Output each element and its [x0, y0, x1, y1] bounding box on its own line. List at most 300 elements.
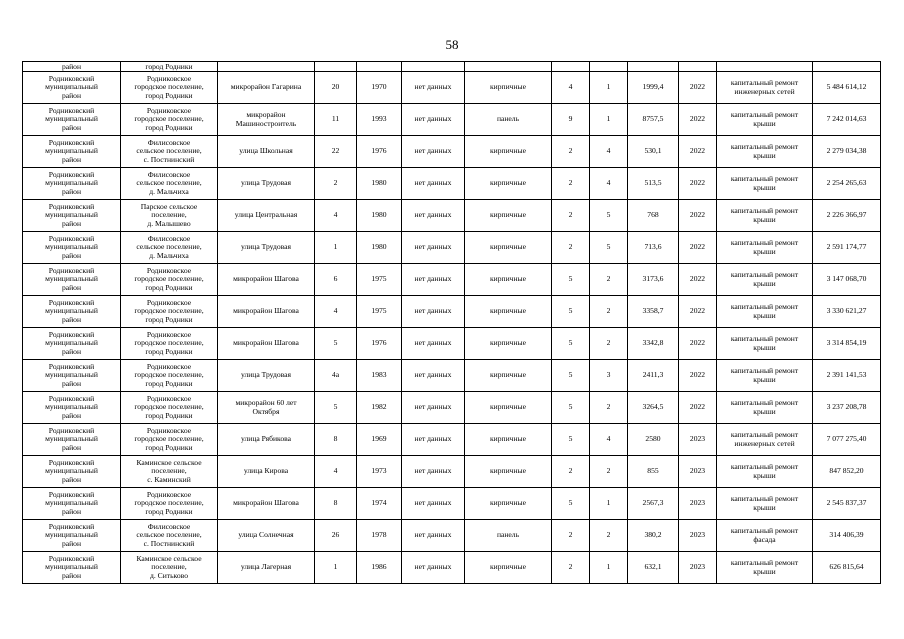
district-cell — [23, 264, 121, 296]
cost-cell: 3 330 621,27 — [813, 296, 881, 328]
district-cell — [23, 200, 121, 232]
build-year-cell: 1973 — [357, 456, 402, 488]
settlement-line: Филисовское — [147, 233, 191, 243]
work-type-line: капитальный ремонт — [730, 333, 799, 343]
wall-material-cell: кирпичные — [465, 232, 552, 264]
house-number-cell: 5 — [315, 328, 357, 360]
street-cell — [218, 392, 315, 424]
settlement-line: город Родники — [145, 314, 193, 324]
wall-material-cell: кирпичные — [465, 392, 552, 424]
table-row — [23, 136, 881, 168]
street-line: микрорайон Шагова — [233, 498, 299, 508]
work-type-line: капитальный ремонт — [730, 269, 799, 279]
floors-cell: 2 — [552, 200, 590, 232]
cost-cell: 2 391 141,53 — [813, 360, 881, 392]
cost-cell: 2 254 265,63 — [813, 168, 881, 200]
wall-material-cell: кирпичные — [465, 136, 552, 168]
entrances-cell: 1 — [590, 488, 628, 520]
street-line: улица Лагерная — [240, 562, 292, 572]
work-type-line: крыши — [753, 246, 776, 256]
district-cell — [23, 104, 121, 136]
district-cell — [23, 520, 121, 552]
settlement-line: д. Ситьково — [149, 570, 188, 580]
settlement-cell — [121, 264, 218, 296]
wall-material-cell: кирпичные — [465, 456, 552, 488]
area-cell: 1999,4 — [628, 72, 679, 104]
district-line: Родниковский — [48, 425, 95, 435]
street-cell — [218, 168, 315, 200]
district-line: район — [61, 282, 82, 292]
floors-cell: 9 — [552, 104, 590, 136]
table-row — [23, 104, 881, 136]
table-row — [23, 392, 881, 424]
district-cell — [23, 232, 121, 264]
data-status-cell: нет данных — [402, 488, 465, 520]
entrances-cell: 4 — [590, 424, 628, 456]
plan-year-cell — [679, 62, 717, 72]
district-line: район — [61, 314, 82, 324]
entrances-cell — [590, 62, 628, 72]
work-type-line: инженерных сетей — [734, 438, 795, 448]
settlement-line: Родниковское — [146, 361, 192, 371]
district-line: район — [61, 506, 82, 516]
area-cell: 530,1 — [628, 136, 679, 168]
house-number-cell: 1 — [315, 232, 357, 264]
table-row — [23, 200, 881, 232]
district-line: район — [61, 538, 82, 548]
district-line: район — [61, 218, 82, 228]
work-type-line: капитальный ремонт — [730, 141, 799, 151]
settlement-line: Родниковское — [146, 393, 192, 403]
data-status-cell — [402, 62, 465, 72]
floors-cell: 5 — [552, 360, 590, 392]
plan-year-cell: 2023 — [679, 520, 717, 552]
street-line: улица Солнечная — [238, 530, 294, 540]
area-cell: 2411,3 — [628, 360, 679, 392]
data-status-cell: нет данных — [402, 552, 465, 584]
entrances-cell: 2 — [590, 328, 628, 360]
plan-year-cell: 2022 — [679, 104, 717, 136]
floors-cell: 2 — [552, 232, 590, 264]
settlement-line: город Родники — [145, 90, 193, 100]
area-cell: 2580 — [628, 424, 679, 456]
plan-year-cell: 2022 — [679, 168, 717, 200]
work-type-line: крыши — [753, 118, 776, 128]
settlement-line: Родниковское — [146, 265, 192, 275]
house-number-cell: 8 — [315, 424, 357, 456]
data-status-cell: нет данных — [402, 424, 465, 456]
district-cell — [23, 328, 121, 360]
street-line: улица Трудовая — [240, 370, 292, 380]
work-type-cell — [717, 552, 813, 584]
settlement-cell — [121, 200, 218, 232]
table-row — [23, 72, 881, 104]
house-number-cell: 1 — [315, 552, 357, 584]
work-type-line: крыши — [753, 374, 776, 384]
street-line: микрорайон Шагова — [233, 338, 299, 348]
work-type-cell — [717, 62, 813, 72]
district-line: муниципальный — [45, 210, 98, 220]
work-type-line: фасада — [753, 534, 776, 544]
house-number-cell: 4 — [315, 200, 357, 232]
house-number-cell: 5 — [315, 392, 357, 424]
settlement-line: город Родники — [145, 282, 193, 292]
settlement-line: город Родники — [145, 442, 193, 452]
plan-year-cell: 2023 — [679, 488, 717, 520]
house-number-cell: 4 — [315, 296, 357, 328]
district-line: Родниковский — [48, 329, 95, 339]
settlement-line: д. Малышево — [147, 218, 191, 228]
wall-material-cell: кирпичные — [465, 72, 552, 104]
district-line: муниципальный — [45, 498, 98, 508]
district-line: муниципальный — [45, 82, 98, 92]
work-type-cell — [717, 424, 813, 456]
data-status-cell: нет данных — [402, 104, 465, 136]
settlement-line: городское поселение, — [134, 338, 204, 348]
entrances-cell: 2 — [590, 296, 628, 328]
cost-cell: 3 147 068,70 — [813, 264, 881, 296]
floors-cell: 5 — [552, 328, 590, 360]
housing-repair-table — [22, 61, 881, 584]
settlement-cell — [121, 552, 218, 584]
district-line: муниципальный — [45, 530, 98, 540]
settlement-cell: город Родники — [121, 62, 218, 72]
build-year-cell — [357, 62, 402, 72]
settlement-cell — [121, 360, 218, 392]
settlement-cell — [121, 520, 218, 552]
district-line: Родниковский — [48, 265, 95, 275]
district-line: Родниковский — [48, 361, 95, 371]
work-type-line: капитальный ремонт — [730, 173, 799, 183]
floors-cell: 2 — [552, 168, 590, 200]
street-cell — [218, 62, 315, 72]
work-type-line: капитальный ремонт — [730, 237, 799, 247]
work-type-line: капитальный ремонт — [730, 557, 799, 567]
plan-year-cell: 2023 — [679, 456, 717, 488]
district-line: муниципальный — [45, 466, 98, 476]
area-cell: 3342,8 — [628, 328, 679, 360]
district-line: район — [61, 410, 82, 420]
plan-year-cell: 2023 — [679, 552, 717, 584]
entrances-cell: 2 — [590, 456, 628, 488]
work-type-line: капитальный ремонт — [730, 397, 799, 407]
district-line: муниципальный — [45, 306, 98, 316]
wall-material-cell: кирпичные — [465, 200, 552, 232]
data-status-cell: нет данных — [402, 392, 465, 424]
district-cell — [23, 136, 121, 168]
work-type-line: крыши — [753, 502, 776, 512]
work-type-line: капитальный ремонт — [730, 205, 799, 215]
settlement-cell — [121, 456, 218, 488]
work-type-line: крыши — [753, 470, 776, 480]
work-type-line: капитальный ремонт — [730, 493, 799, 503]
page-number: 58 — [445, 37, 459, 52]
work-type-cell — [717, 520, 813, 552]
settlement-cell — [121, 424, 218, 456]
area-cell: 380,2 — [628, 520, 679, 552]
settlement-line: сельское поселение, — [136, 530, 202, 540]
table-row — [23, 328, 881, 360]
street-cell — [218, 200, 315, 232]
wall-material-cell: кирпичные — [465, 360, 552, 392]
settlement-cell — [121, 488, 218, 520]
settlement-line: Филисовское — [147, 137, 191, 147]
district-line: район — [61, 474, 82, 484]
table-row — [23, 296, 881, 328]
build-year-cell: 1970 — [357, 72, 402, 104]
work-type-line: инженерных сетей — [734, 86, 795, 96]
wall-material-cell: панель — [465, 104, 552, 136]
work-type-line: крыши — [753, 150, 776, 160]
area-cell: 513,5 — [628, 168, 679, 200]
district-line: район — [61, 378, 82, 388]
wall-material-cell — [465, 62, 552, 72]
settlement-cell — [121, 232, 218, 264]
area-cell — [628, 62, 679, 72]
house-number-cell — [315, 62, 357, 72]
plan-year-cell: 2022 — [679, 328, 717, 360]
floors-cell: 2 — [552, 136, 590, 168]
district-cell — [23, 488, 121, 520]
settlement-cell — [121, 104, 218, 136]
area-cell: 2567,3 — [628, 488, 679, 520]
entrances-cell: 2 — [590, 392, 628, 424]
build-year-cell: 1980 — [357, 200, 402, 232]
cost-cell: 2 279 034,38 — [813, 136, 881, 168]
work-type-line: крыши — [753, 310, 776, 320]
work-type-cell — [717, 72, 813, 104]
entrances-cell: 2 — [590, 520, 628, 552]
plan-year-cell: 2022 — [679, 360, 717, 392]
street-line: микрорайон Гагарина — [230, 82, 302, 92]
entrances-cell: 1 — [590, 104, 628, 136]
district-line: район — [61, 186, 82, 196]
data-status-cell: нет данных — [402, 232, 465, 264]
district-line: район — [61, 122, 82, 132]
street-line: улица Школьная — [239, 146, 293, 156]
work-type-line: крыши — [753, 214, 776, 224]
plan-year-cell: 2022 — [679, 264, 717, 296]
settlement-line: городское поселение, — [134, 82, 204, 92]
district-line: муниципальный — [45, 562, 98, 572]
entrances-cell: 1 — [590, 552, 628, 584]
build-year-cell: 1976 — [357, 136, 402, 168]
street-cell — [218, 552, 315, 584]
work-type-cell — [717, 136, 813, 168]
data-status-cell: нет данных — [402, 264, 465, 296]
wall-material-cell: панель — [465, 520, 552, 552]
street-cell — [218, 456, 315, 488]
entrances-cell: 3 — [590, 360, 628, 392]
district-cell — [23, 552, 121, 584]
floors-cell: 2 — [552, 552, 590, 584]
settlement-line: Филисовское — [147, 169, 191, 179]
settlement-line: с. Постнинский — [143, 538, 195, 548]
floors-cell: 4 — [552, 72, 590, 104]
settlement-line: поселение, — [151, 210, 187, 220]
district-line: Родниковский — [48, 521, 95, 531]
street-line: улица Кирова — [243, 466, 289, 476]
floors-cell: 2 — [552, 456, 590, 488]
settlement-line: городское поселение, — [134, 274, 204, 284]
table-row — [23, 488, 881, 520]
work-type-line: крыши — [753, 406, 776, 416]
cost-cell — [813, 62, 881, 72]
build-year-cell: 1986 — [357, 552, 402, 584]
settlement-line: Родниковское — [146, 105, 192, 115]
district-cell — [23, 456, 121, 488]
build-year-cell: 1993 — [357, 104, 402, 136]
house-number-cell: 2 — [315, 168, 357, 200]
settlement-line: Родниковское — [146, 425, 192, 435]
data-status-cell: нет данных — [402, 456, 465, 488]
area-cell: 632,1 — [628, 552, 679, 584]
settlement-line: с. Каминский — [147, 474, 191, 484]
build-year-cell: 1978 — [357, 520, 402, 552]
settlement-cell — [121, 392, 218, 424]
work-type-cell — [717, 360, 813, 392]
wall-material-cell: кирпичные — [465, 488, 552, 520]
district-line: Родниковский — [48, 457, 95, 467]
settlement-line: город Родники — [145, 378, 193, 388]
table-row — [23, 520, 881, 552]
work-type-line: капитальный ремонт — [730, 365, 799, 375]
build-year-cell: 1975 — [357, 296, 402, 328]
settlement-line: городское поселение, — [134, 306, 204, 316]
wall-material-cell: кирпичные — [465, 552, 552, 584]
district-line: муниципальный — [45, 114, 98, 124]
table-row — [23, 168, 881, 200]
settlement-cell — [121, 168, 218, 200]
house-number-cell: 11 — [315, 104, 357, 136]
house-number-cell: 20 — [315, 72, 357, 104]
cost-cell: 2 226 366,97 — [813, 200, 881, 232]
district-cell — [23, 424, 121, 456]
street-line: улица Центральная — [234, 210, 298, 220]
settlement-line: городское поселение, — [134, 402, 204, 412]
work-type-cell — [717, 328, 813, 360]
district-line: район — [61, 90, 82, 100]
cost-cell: 2 591 174,77 — [813, 232, 881, 264]
settlement-line: город Родники — [145, 346, 193, 356]
street-cell — [218, 360, 315, 392]
district-cell — [23, 296, 121, 328]
settlement-line: Родниковское — [146, 73, 192, 83]
street-line: улица Трудовая — [240, 178, 292, 188]
settlement-line: поселение, — [151, 466, 187, 476]
floors-cell: 5 — [552, 488, 590, 520]
street-cell — [218, 136, 315, 168]
settlement-line: Родниковское — [146, 297, 192, 307]
settlement-line: сельское поселение, — [136, 178, 202, 188]
table-row — [23, 264, 881, 296]
work-type-line: капитальный ремонт — [730, 429, 799, 439]
build-year-cell: 1974 — [357, 488, 402, 520]
work-type-line: крыши — [753, 182, 776, 192]
district-line: район — [61, 346, 82, 356]
district-line: Родниковский — [48, 393, 95, 403]
area-cell: 768 — [628, 200, 679, 232]
plan-year-cell: 2022 — [679, 136, 717, 168]
district-line: муниципальный — [45, 338, 98, 348]
settlement-line: поселение, — [151, 562, 187, 572]
district-line: Родниковский — [48, 73, 95, 83]
settlement-line: Каминское сельское — [136, 553, 202, 563]
plan-year-cell: 2023 — [679, 424, 717, 456]
area-cell: 713,6 — [628, 232, 679, 264]
district-line: муниципальный — [45, 274, 98, 284]
plan-year-cell: 2022 — [679, 232, 717, 264]
entrances-cell: 4 — [590, 168, 628, 200]
work-type-line: капитальный ремонт — [730, 77, 799, 87]
wall-material-cell: кирпичные — [465, 424, 552, 456]
street-line: микрорайон 60 лет — [235, 397, 297, 407]
street-line: Машиностроитель — [235, 118, 297, 128]
plan-year-cell: 2022 — [679, 72, 717, 104]
data-status-cell: нет данных — [402, 72, 465, 104]
data-status-cell: нет данных — [402, 520, 465, 552]
district-cell — [23, 392, 121, 424]
settlement-line: городское поселение, — [134, 434, 204, 444]
settlement-cell — [121, 296, 218, 328]
work-type-cell — [717, 296, 813, 328]
street-line: улица Трудовая — [240, 242, 292, 252]
entrances-cell: 5 — [590, 232, 628, 264]
settlement-line: Каминское сельское — [136, 457, 202, 467]
street-line: микрорайон — [246, 109, 286, 119]
settlement-line: с. Постнинский — [143, 154, 195, 164]
plan-year-cell: 2022 — [679, 392, 717, 424]
district-line: муниципальный — [45, 242, 98, 252]
district-line: Родниковский — [48, 137, 95, 147]
cost-cell: 7 242 014,63 — [813, 104, 881, 136]
wall-material-cell: кирпичные — [465, 328, 552, 360]
cost-cell: 314 406,39 — [813, 520, 881, 552]
house-number-cell: 6 — [315, 264, 357, 296]
table-row — [23, 552, 881, 584]
settlement-cell — [121, 328, 218, 360]
house-number-cell: 22 — [315, 136, 357, 168]
settlement-line: город Родники — [145, 410, 193, 420]
district-line: район — [61, 250, 82, 260]
floors-cell: 5 — [552, 424, 590, 456]
settlement-line: городское поселение, — [134, 114, 204, 124]
entrances-cell: 1 — [590, 72, 628, 104]
area-cell: 3358,7 — [628, 296, 679, 328]
build-year-cell: 1976 — [357, 328, 402, 360]
cost-cell: 7 077 275,40 — [813, 424, 881, 456]
work-type-cell — [717, 392, 813, 424]
work-type-cell — [717, 264, 813, 296]
build-year-cell: 1980 — [357, 232, 402, 264]
settlement-line: д. Мальчиха — [149, 250, 189, 260]
area-cell: 3173,6 — [628, 264, 679, 296]
data-status-cell: нет данных — [402, 168, 465, 200]
data-status-cell: нет данных — [402, 136, 465, 168]
district-line: Родниковский — [48, 169, 95, 179]
house-number-cell: 26 — [315, 520, 357, 552]
entrances-cell: 5 — [590, 200, 628, 232]
work-type-cell — [717, 104, 813, 136]
entrances-cell: 2 — [590, 264, 628, 296]
work-type-cell — [717, 200, 813, 232]
district-line: район — [61, 154, 82, 164]
district-line: Родниковский — [48, 489, 95, 499]
data-status-cell: нет данных — [402, 200, 465, 232]
settlement-line: городское поселение, — [134, 498, 204, 508]
work-type-cell — [717, 168, 813, 200]
cost-cell: 3 237 208,78 — [813, 392, 881, 424]
